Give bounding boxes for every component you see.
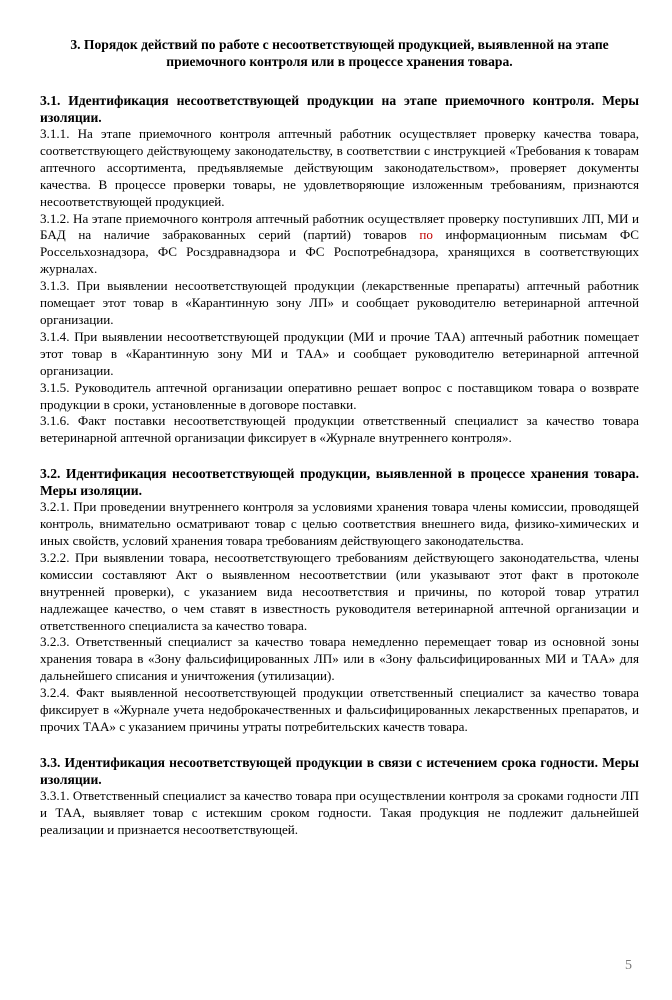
paragraph-3-2-1: 3.2.1. При проведении внутреннего контроля за условиями хранения товара члены комиссии, проводящей контроль, внимательно осматривают товар с целью соответствия внешнего вида, физико-химических и иных свойств, условий хранения товара требованиям действующего законодательства. bbox=[40, 499, 639, 549]
paragraph-3-2-4: 3.2.4. Факт выявленной несоответствующей продукции ответственный специалист за качество товара фиксирует в «Журнале учета недоброкачественных и фальсифицированных лекарственных препаратов, и прочих ТАА» с указанием причины утраты потребительских качеств товара. bbox=[40, 685, 639, 734]
section-3-2 bbox=[40, 465, 639, 736]
section-heading: 3.1. Идентификация несоответствующей продукции на этапе приемочного контроля. Меры изоляции. bbox=[40, 93, 639, 125]
paragraph-3-1-4: 3.1.4. При выявлении несоответствующей продукции (МИ и прочие ТАА) аптечный работник помещает этот товар в «Карантинную зону МИ и ТАА» и сообщает руководителю ветеринарной аптечной организации. bbox=[40, 328, 639, 378]
section-3-1 bbox=[40, 92, 639, 447]
paragraph-3-1-3: 3.1.3. При выявлении несоответствующей продукции (лекарственные препараты) аптечный работник помещает этот товар в «Карантинную зону ЛП» и сообщает руководителю ветеринарной аптечной организации. bbox=[40, 278, 639, 327]
paragraph-3-1-2-tail: информационным письмам ФС Россельхознадзора, ФС Росздравнадзора и ФС Роспотребнадзора, хранящихся в соответствующих журналах. bbox=[40, 227, 639, 277]
section-heading: 3.3. Идентификация несоответствующей продукции в связи с истечением срока годности. Меры изоляции. bbox=[40, 754, 639, 787]
section-heading: 3.2. Идентификация несоответствующей продукции, выявленной в процессе хранения товара. Меры изоляции. bbox=[40, 466, 639, 499]
document-title: 3. Порядок действий по работе с несоответствующей продукцией, выявленной на этапе приемочного контроля или в процессе хранения товара. bbox=[70, 37, 609, 69]
paragraph-3-1-2-text: 3.1.2. На этапе приемочного контроля аптечный работник осуществляет проверку поступивших ЛП, МИ и БАД на наличие забракованных серий (партий) товаров bbox=[40, 210, 639, 243]
paragraph-3-1-2 bbox=[40, 211, 639, 279]
highlighted-word: по bbox=[419, 227, 433, 243]
paragraph-3-1-5: 3.1.5. Руководитель аптечной организации оперативно решает вопрос с поставщиком товара о возврате продукции в сроки, установленные в договоре поставки. bbox=[40, 379, 639, 412]
page-number: 5 bbox=[625, 958, 632, 973]
paragraph-3-2-2: 3.2.2. При выявлении товара, несоответствующего требованиям действующего законодательства, члены комиссии составляют Акт о выявленном несоответствии (или указывают этот факт в протоколе внутренней проверки), с указанием вида несоответствия и причины, по которой товар утратил надлежащее качество, о чем ставят в известность руководителя ветеринарной аптечной организации и ответственного специалиста за качество товара. bbox=[40, 549, 639, 633]
paragraph-3-2-3: 3.2.3. Ответственный специалист за качество товара немедленно перемещает товар из основной зоны хранения товара в «Зону фальсифицированных ЛП» или в «Зону фальсифицированных МИ и ТАА» для дальнейшего списания и уничтожения (утилизации). bbox=[40, 634, 639, 684]
section-3-3 bbox=[40, 754, 639, 839]
document-page bbox=[40, 36, 639, 857]
paragraph-3-1-1: 3.1.1. На этапе приемочного контроля аптечный работник осуществляет проверку качества товара, соответствующего действующему законодательству, в соответствии с инструкцией «Требования к товарам аптечного ассортимента, предъявляемые действующим законодательством», проверяет документы качества. В процессе проверки товары, не удовлетворяющие изложенным требованиям, признаются несоответствующей продукцией. bbox=[40, 126, 639, 209]
paragraph-3-3-1: 3.3.1. Ответственный специалист за качество товара при осуществлении контроля за сроками годности ЛП и ТАА, выявляет товар с истекшим сроком годности. Такая продукция не подлежит дальнейшей реализации и признается несоответствующей. bbox=[40, 787, 639, 837]
paragraph-3-1-6: 3.1.6. Факт поставки несоответствующей продукции ответственный специалист за качество товара ветеринарной аптечной организации фиксирует в «Журнале внутреннего контроля». bbox=[40, 413, 639, 446]
